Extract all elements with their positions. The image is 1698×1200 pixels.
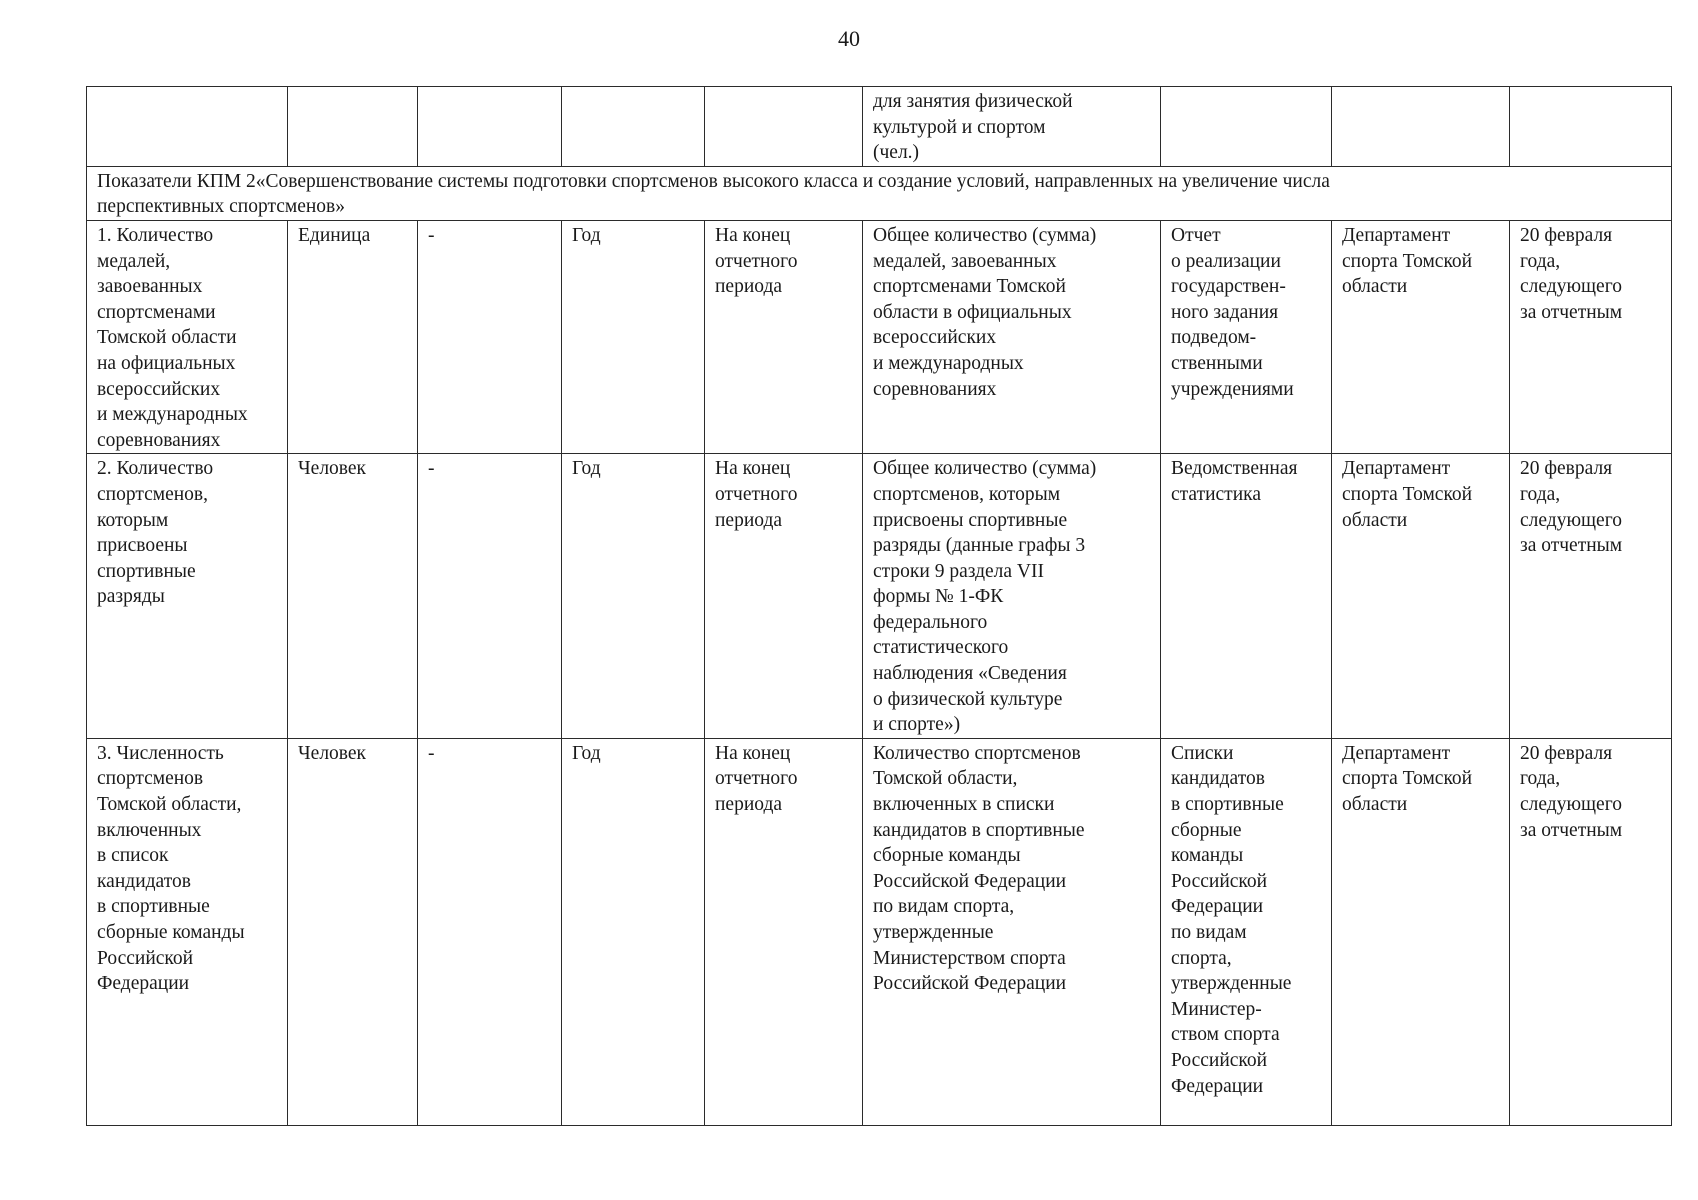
text-line: На конец — [715, 742, 791, 764]
text-line: статистика — [1171, 483, 1261, 505]
text-line: государствен- — [1171, 276, 1286, 298]
text-line: и международных — [97, 404, 248, 426]
cell-name — [87, 220, 288, 453]
cell-source — [1161, 220, 1332, 453]
text-line: подведом- — [1171, 327, 1257, 349]
text-line: Единица — [298, 224, 371, 246]
text-line: области в официальных — [873, 301, 1072, 323]
cell-col3 — [418, 738, 562, 1125]
text-line: федерального — [873, 611, 988, 633]
table-row — [87, 220, 1672, 453]
text-line: Министерством спорта — [873, 947, 1066, 969]
text-line: соревнованиях — [97, 429, 221, 451]
text-line: о физической культуре — [873, 688, 1063, 710]
section-header-row — [87, 166, 1672, 220]
text-line: следующего — [1520, 276, 1622, 298]
text-line: На конец — [715, 458, 791, 480]
text-line: за отчетным — [1520, 535, 1623, 557]
cell-unit — [288, 454, 418, 739]
text-line: Количество спортсменов — [873, 742, 1081, 764]
cell-col3 — [418, 220, 562, 453]
cell-deadline — [1510, 87, 1672, 167]
text-line: перспективных спортсменов» — [97, 196, 346, 218]
page-number: 40 — [838, 26, 860, 51]
text-line: - — [428, 458, 435, 480]
text-line: кандидатов — [97, 870, 191, 892]
text-line: включенных в списки — [873, 794, 1055, 816]
text-line: года, — [1520, 768, 1561, 790]
text-line: разряды — [97, 586, 165, 608]
text-line: спорта Томской — [1342, 483, 1473, 505]
cell-deadline — [1510, 220, 1672, 453]
cell-responsible — [1332, 454, 1510, 739]
text-line: 3. Численность — [97, 742, 224, 764]
text-line: ного задания — [1171, 301, 1279, 323]
text-line: спорта Томской — [1342, 250, 1473, 272]
cell-period — [562, 87, 705, 167]
text-line: спортсменами Томской — [873, 276, 1066, 298]
text-line: Отчет — [1171, 224, 1221, 246]
text-line: 20 февраля — [1520, 458, 1613, 480]
cell-description — [863, 738, 1161, 1125]
text-line: медалей, завоеванных — [873, 250, 1057, 272]
text-line: Человек — [298, 458, 367, 480]
text-line: (чел.) — [873, 142, 920, 164]
text-line: - — [428, 742, 435, 764]
text-line: отчетного — [715, 250, 798, 272]
text-line: Показатели КПМ 2«Совершенствование системы подготовки спортсменов высокого класса и создание условий, направленных на увеличение числа — [97, 170, 1330, 192]
table-row-continuation — [87, 87, 1672, 167]
text-line: статистического — [873, 637, 1009, 659]
cell-timing — [705, 220, 863, 453]
cell-responsible — [1332, 738, 1510, 1125]
text-line: для занятия физической — [873, 91, 1073, 112]
text-line: Российской — [1171, 870, 1268, 892]
cell-timing — [705, 87, 863, 167]
text-line: спорта, — [1171, 947, 1232, 969]
text-line: сборные команды — [97, 922, 245, 943]
text-line: Год — [572, 458, 601, 480]
text-line: ственными — [1171, 352, 1263, 374]
text-line: в спортивные — [1171, 794, 1284, 816]
text-line: Человек — [298, 742, 367, 764]
text-line: в список — [97, 845, 169, 867]
text-line: присвоены спортивные — [873, 509, 1068, 531]
section-header — [87, 166, 1672, 220]
cell-unit — [288, 87, 418, 167]
text-line: по видам — [1171, 922, 1247, 943]
cell-source — [1161, 454, 1332, 739]
text-line: Российской Федерации — [873, 870, 1067, 892]
text-line: утвержденные — [1171, 973, 1292, 995]
text-line: Томской области, — [97, 794, 242, 816]
cell-timing — [705, 454, 863, 739]
text-line: всероссийских — [97, 378, 221, 400]
text-line: за отчетным — [1520, 819, 1623, 841]
cell-col3 — [418, 87, 562, 167]
text-line: ством спорта — [1171, 1024, 1280, 1046]
text-line: культурой и спортом — [873, 116, 1046, 138]
table-row — [87, 738, 1672, 1125]
text-line: формы № 1-ФК — [873, 586, 1004, 608]
cell-name — [87, 738, 288, 1125]
text-line: по видам спорта, — [873, 896, 1015, 918]
text-line: Российской Федерации — [873, 973, 1067, 995]
text-line: спортивные — [97, 560, 196, 582]
text-line: периода — [715, 509, 783, 531]
cell-name — [87, 87, 288, 167]
text-line: На конец — [715, 224, 791, 246]
text-line: присвоены — [97, 535, 188, 557]
cell-responsible — [1332, 220, 1510, 453]
text-line: и международных — [873, 352, 1024, 374]
text-line: завоеванных — [97, 276, 203, 298]
text-line: кандидатов в спортивные — [873, 819, 1085, 841]
cell-timing — [705, 738, 863, 1125]
cell-col3 — [418, 454, 562, 739]
text-line: учреждениями — [1171, 378, 1294, 400]
text-line: Департамент — [1342, 742, 1451, 764]
text-line: Департамент — [1342, 224, 1451, 246]
text-line: области — [1342, 276, 1408, 298]
text-line: года, — [1520, 483, 1561, 505]
cell-description — [863, 454, 1161, 739]
text-line: 1. Количество — [97, 224, 214, 246]
text-line: Томской области — [97, 327, 237, 349]
text-line: Ведомственная — [1171, 458, 1298, 480]
text-line: спортсменов, которым — [873, 483, 1061, 505]
text-line: Федерации — [1171, 896, 1264, 918]
text-line: следующего — [1520, 509, 1622, 531]
text-line: Общее количество (сумма) — [873, 458, 1097, 480]
text-line: Федерации — [1171, 1075, 1264, 1097]
text-line: наблюдения «Сведения — [873, 663, 1067, 685]
text-line: строки 9 раздела VII — [873, 560, 1044, 582]
text-line: о реализации — [1171, 250, 1281, 272]
text-line: периода — [715, 794, 783, 816]
text-line: 2. Количество — [97, 458, 214, 480]
text-line: Департамент — [1342, 458, 1451, 480]
cell-responsible — [1332, 87, 1510, 167]
text-line: Общее количество (сумма) — [873, 224, 1097, 246]
cell-deadline — [1510, 454, 1672, 739]
text-line: области — [1342, 794, 1408, 816]
text-line: в спортивные — [97, 896, 210, 918]
cell-period — [562, 454, 705, 739]
text-line: 20 февраля — [1520, 742, 1613, 764]
text-line: Год — [572, 224, 601, 246]
cell-unit — [288, 220, 418, 453]
text-line: спортсменов, — [97, 483, 209, 505]
text-line: отчетного — [715, 768, 798, 790]
text-line: Списки — [1171, 742, 1234, 764]
cell-description — [863, 220, 1161, 453]
text-line: Федерации — [97, 973, 190, 995]
text-line: периода — [715, 276, 783, 298]
text-line: спорта Томской — [1342, 768, 1473, 790]
text-line: утвержденные — [873, 922, 994, 943]
indicators-table — [86, 86, 1672, 1126]
cell-deadline — [1510, 738, 1672, 1125]
text-line: - — [428, 224, 435, 246]
text-line: всероссийских — [873, 327, 997, 349]
text-line: спортсменов — [97, 768, 204, 790]
cell-unit — [288, 738, 418, 1125]
cell-description — [863, 87, 1161, 167]
cell-name — [87, 454, 288, 739]
cell-period — [562, 738, 705, 1125]
cell-source — [1161, 87, 1332, 167]
table-row — [87, 454, 1672, 739]
text-line: и спорте») — [873, 714, 961, 736]
text-line: Министер- — [1171, 998, 1262, 1020]
cell-source — [1161, 738, 1332, 1125]
text-line: Год — [572, 742, 601, 764]
text-line: года, — [1520, 250, 1561, 272]
text-line: Российской — [97, 947, 194, 969]
text-line: следующего — [1520, 794, 1622, 816]
text-line: соревнованиях — [873, 378, 997, 400]
text-line: сборные команды — [873, 845, 1021, 867]
text-line: включенных — [97, 819, 202, 841]
text-line: Томской области, — [873, 768, 1018, 790]
text-line: на официальных — [97, 352, 236, 374]
text-line: медалей, — [97, 250, 171, 272]
text-line: разряды (данные графы 3 — [873, 535, 1086, 557]
text-line: отчетного — [715, 483, 798, 505]
cell-period — [562, 220, 705, 453]
text-line: кандидатов — [1171, 768, 1265, 790]
text-line: спортсменами — [97, 301, 216, 323]
text-line: 20 февраля — [1520, 224, 1613, 246]
text-line: за отчетным — [1520, 301, 1623, 323]
text-line: сборные — [1171, 819, 1242, 841]
text-line: области — [1342, 509, 1408, 531]
text-line: которым — [97, 509, 169, 531]
text-line: команды — [1171, 845, 1244, 867]
text-line: Российской — [1171, 1049, 1268, 1071]
